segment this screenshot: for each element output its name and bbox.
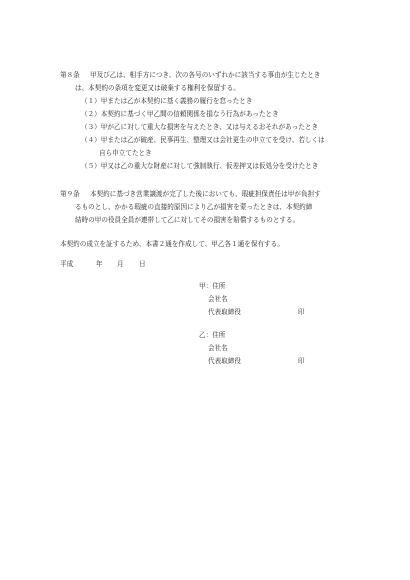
article-9-line-2: るものとし、かかる瑕疵の直接的原因により乙が損害を蒙ったときは、本契約締 — [75, 203, 313, 211]
party-b-company-label: 会社名 — [208, 344, 228, 352]
article-9-line-3: 結時の甲の役員全員が連帯して乙に対してその損害を賠償するものとする。 — [75, 216, 300, 224]
party-a-address-label: 甲：住所 — [199, 282, 226, 290]
article-8-intro-continued: は、本契約の条項を変更又は破棄する権利を保留する。 — [75, 84, 240, 92]
date-day: 日 — [139, 260, 146, 268]
party-b-representative-label: 代表取締役 — [208, 357, 241, 365]
article-8-item-3: （３）甲が乙に対して重大な損害を与えたとき、又は与えるおそれがあったとき — [81, 123, 319, 131]
article-9-line-1: 本契約に基づき営業譲渡が完了した後においても、瑕疵担保責任は甲が負担す — [90, 190, 321, 198]
date-era: 平成 — [60, 260, 74, 268]
party-b-seal-mark: 印 — [298, 357, 305, 365]
party-b-address-label: 乙：住所 — [199, 331, 226, 339]
article-8-item-4: （４）甲または乙が破産、民事再生、整理又は会社更生の申立てを受け、若しくは — [81, 136, 325, 144]
article-8-intro: 甲及び乙は、相手方につき、次の各号のいずれかに該当する事由が生じたとき — [90, 71, 321, 79]
article-8-heading: 第８条 — [60, 71, 80, 79]
article-8-item-2: （２）本契約に基づく甲乙間の信頼関係を損なう行為があったとき — [81, 110, 279, 118]
article-8-item-1: （１）甲または乙が本契約に基く義務の履行を怠ったとき — [81, 97, 253, 105]
article-9-heading: 第９条 — [60, 190, 80, 198]
article-8-item-4-continued: 自ら申立てたとき — [99, 149, 152, 157]
party-a-company-label: 会社名 — [208, 295, 228, 303]
date-year: 年 — [96, 260, 103, 268]
party-a-seal-mark: 印 — [298, 308, 305, 316]
date-month: 月 — [117, 260, 124, 268]
party-a-representative-label: 代表取締役 — [208, 308, 241, 316]
closing-statement: 本契約の成立を証するため、本書２通を作成して、甲乙各１通を保有する。 — [60, 240, 284, 248]
article-8-item-5: （５）甲又は乙の重大な財産に対して強制執行、仮差押又は仮処分を受けたとき — [81, 162, 319, 170]
